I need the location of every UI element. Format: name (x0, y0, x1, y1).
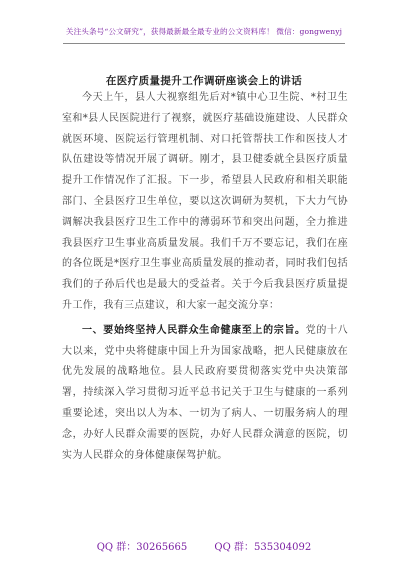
section1-paragraph (62, 321, 348, 467)
intro-paragraph (62, 88, 348, 317)
footer-qq-group-2: QQ 群：535304092 (214, 542, 312, 553)
footer-qq-group-1: QQ 群：30265665 (96, 542, 188, 553)
header-divider (63, 43, 345, 44)
intro-text: 今天上午，县人大视察组先后对*镇中心卫生院、*村卫生室和*县人民医院进行了视察，就医疗基础设施建设、人民群众就医环境、医院运行管理机制、对口托管帮扶工作和医技人才队伍建设等情况开展了调研。刚才，县卫健委就全县医疗质量提升工作情况作了汇报。下一步，希望县人民政府和相关职能部门、全县医疗卫生单位，要以这次调研为契机，下大力气协调解决我县医疗卫生工作中的薄弱环节和突出问题，全力推进我县医疗卫生事业高质量发展。我们千万不要忘记，我们在座的各位既是*医疗卫生事业高质量发展的推动者，同时我们包括我们的子孙后代也是最大的受益者。关于今后我县医疗质量提升工作，我有三点建议，和大家一起交流分享： (62, 92, 348, 311)
header-banner: 关注头条号“公文研究”，获得最新最全最专业的公文资料库！ 微信：gongwenyj (65, 27, 343, 36)
document-title: 在医疗质量提升工作调研座谈会上的讲话 (105, 75, 303, 87)
section1-text: 党的十八大以来，党中央将健康中国上升为国家战略，把人民健康放在优先发展的战略地位。县人民政府要贯彻落实党中央决策部署，持续深入学习贯彻习近平总书记关于卫生与健康的一系列重要论述，突出以人为本、一切为了病人、一切服务病人的理念，办好人民群众需要的医院，办好人民群众满意的医院，切实为人民群众的身体健康保驾护航。 (62, 324, 348, 461)
section1-heading: 一、要始终坚持人民群众生命健康至上的宗旨。 (82, 324, 306, 336)
footer (0, 538, 408, 553)
document-body (62, 88, 348, 466)
